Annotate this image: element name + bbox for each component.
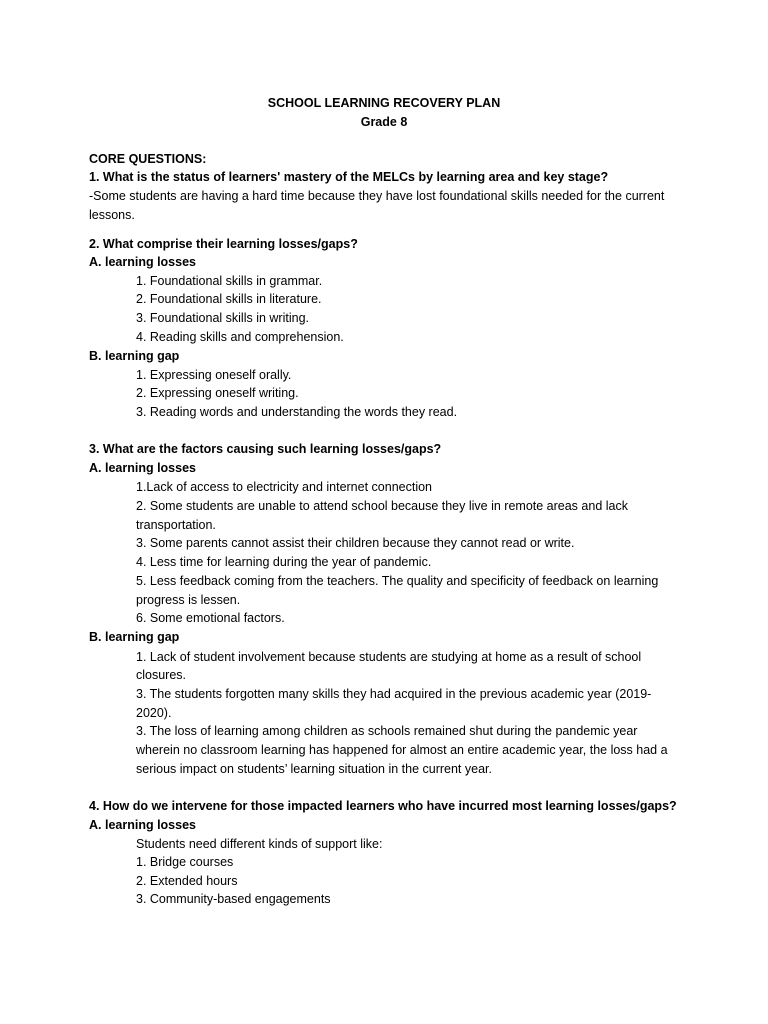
core-questions-heading: CORE QUESTIONS:: [89, 152, 207, 166]
document-subtitle: Grade 8: [360, 115, 408, 129]
q3-gap-line: 1. Lack of student involvement because students are studying at home as a result of school: [136, 650, 642, 664]
q2-loss-item: 3. Foundational skills in writing.: [136, 311, 309, 325]
q3-gap-line: closures.: [136, 668, 187, 682]
q2-gap-item: 1. Expressing oneself orally.: [136, 368, 292, 382]
q3-loss-line: transportation.: [136, 518, 216, 532]
q3-loss-line: progress is lessen.: [136, 593, 241, 607]
q3-losses-heading: A. learning losses: [89, 461, 196, 475]
document-title: SCHOOL LEARNING RECOVERY PLAN: [267, 96, 501, 110]
q2-loss-item: 1. Foundational skills in grammar.: [136, 274, 323, 288]
q3-gap-line: 3. The students forgotten many skills they had acquired in the previous academic year (2019-: [136, 687, 652, 701]
q2-losses-heading: A. learning losses: [89, 255, 196, 269]
answer-1-line: lessons.: [89, 208, 135, 222]
q3-gap-line: wherein no classroom learning has happened for almost an entire academic year, the loss had a: [136, 743, 668, 757]
question-2: 2. What comprise their learning losses/gaps?: [89, 237, 358, 251]
q4-line: Students need different kinds of support like:: [136, 837, 383, 851]
q3-gap-line: 3. The loss of learning among children as schools remained shut during the pandemic year: [136, 724, 638, 738]
q2-gap-item: 2. Expressing oneself writing.: [136, 386, 299, 400]
q3-loss-line: 4. Less time for learning during the year of pandemic.: [136, 555, 432, 569]
question-3: 3. What are the factors causing such learning losses/gaps?: [89, 442, 442, 456]
answer-1-line: -Some students are having a hard time because they have lost foundational skills needed for the current: [89, 189, 665, 203]
q3-gap-line: serious impact on students’ learning situation in the current year.: [136, 762, 492, 776]
q3-loss-line: 5. Less feedback coming from the teachers. The quality and specificity of feedback on learning: [136, 574, 659, 588]
question-1: 1. What is the status of learners' mastery of the MELCs by learning area and key stage?: [89, 170, 609, 184]
q3-loss-line: 6. Some emotional factors.: [136, 611, 285, 625]
q4-losses-heading: A. learning losses: [89, 818, 196, 832]
q2-loss-item: 2. Foundational skills in literature.: [136, 292, 322, 306]
q3-loss-line: 3. Some parents cannot assist their children because they cannot read or write.: [136, 536, 575, 550]
q3-gap-heading: B. learning gap: [89, 630, 180, 644]
q4-line: 2. Extended hours: [136, 874, 238, 888]
question-4: 4. How do we intervene for those impacted learners who have incurred most learning losses/gaps?: [89, 799, 677, 813]
q2-gap-heading: B. learning gap: [89, 349, 180, 363]
q3-gap-line: 2020).: [136, 706, 172, 720]
q4-line: 1. Bridge courses: [136, 855, 234, 869]
q2-loss-item: 4. Reading skills and comprehension.: [136, 330, 344, 344]
q2-gap-item: 3. Reading words and understanding the words they read.: [136, 405, 458, 419]
q3-loss-line: 2. Some students are unable to attend school because they live in remote areas and lack: [136, 499, 628, 513]
q3-loss-line: 1.Lack of access to electricity and internet connection: [136, 480, 432, 494]
q4-line: 3. Community-based engagements: [136, 892, 331, 906]
